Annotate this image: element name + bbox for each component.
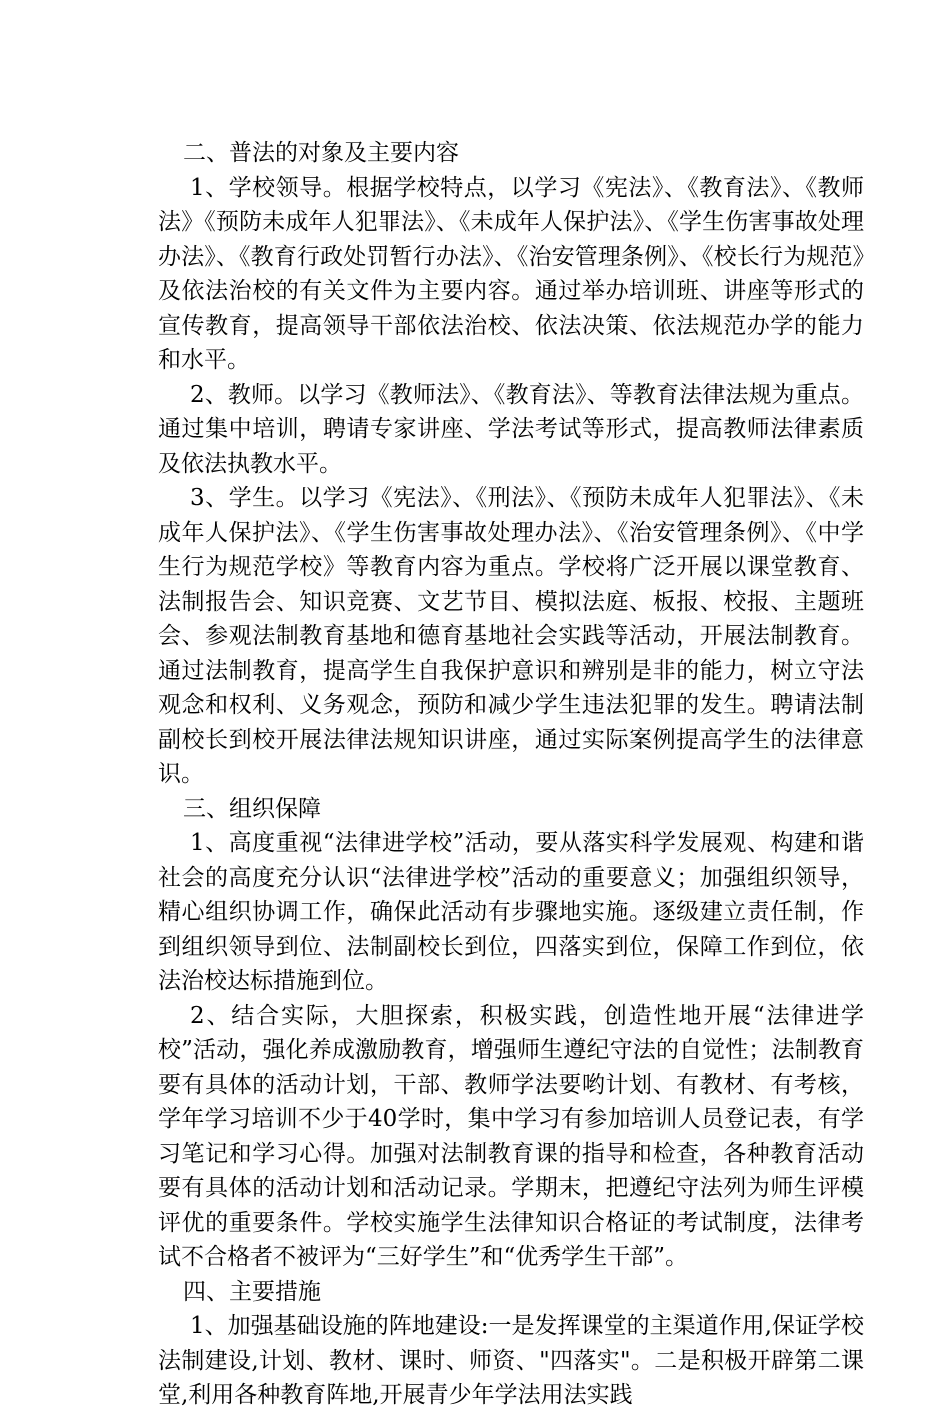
paragraph-measures-1: 1、加强基础设施的阵地建设:一是发挥课堂的主渠道作用,保证学校法制建设,计划、教材、课时、师资、"四落实"。二是积极开辟第二课堂,利用各种教育阵地,开展青少年学法用法实践 — [158, 1313, 864, 1408]
document-body — [158, 136, 864, 1413]
paragraph-students: 3、学生。以学习《宪法》、《刑法》、《预防未成年人犯罪法》、《未成年人保护法》、《学生伤害事故处理办法》、《治安管理条例》、《中学生行为规范学校》等教育内容为重点。学校将广泛开展以课堂教育、法制报告会、知识竞赛、文艺节目、模拟法庭、板报、校报、主题班会、参观法制教育基地和德育基地社会实践等活动，开展法制教育。通过法制教育，提高学生自我保护意识和辨别是非的能力，树立守法观念和权利、义务观念，预防和减少学生违法犯罪的发生。聘请法制副校长到校开展法律法规知识讲座，通过实际案例提高学生的法律意识。 — [158, 485, 864, 787]
section-heading-2: 二、普法的对象及主要内容 — [183, 140, 459, 166]
paragraph-teachers: 2、教师。以学习《教师法》、《教育法》、等教育法律法规为重点。通过集中培训，聘请专家讲座、学法考试等形式，提高教师法律素质及依法执教水平。 — [158, 381, 864, 477]
paragraph-organization-2: 2、结合实际，大胆探索，积极实践，创造性地开展“法律进学校”活动，强化养成激励教育，增强师生遵纪守法的自觉性；法制教育要有具体的活动计划，干部、教师学法要哟计划、有教材、有考核，学年学习培训不少于40学时，集中学习有参加培训人员登记表，有学习笔记和学习心得。加强对法制教育课的指导和检查，各种教育活动要有具体的活动计划和活动记录。学期末，把遵纪守法列为师生评模评优的重要条件。学校实施学生法律知识合格证的考试制度，法律考试不合格者不被评为“三好学生”和“优秀学生干部”。 — [158, 1002, 864, 1270]
paragraph-school-leaders: 1、学校领导。根据学校特点，以学习《宪法》、《教育法》、《教师法》《预防未成年人犯罪法》、《未成年人保护法》、《学生伤害事故处理办法》、《教育行政处罚暂行办法》、《治安管理条例》、《校长行为规范》及依法治校的有关文件为主要内容。通过举办培训班、讲座等形式的宣传教育，提高领导干部依法治校、依法决策、依法规范办学的能力和水平。 — [158, 174, 864, 373]
section-heading-3: 三、组织保障 — [183, 795, 321, 822]
paragraph-organization-1: 1、高度重视“法律进学校”活动，要从落实科学发展观、构建和谐社会的高度充分认识“法律进学校”活动的重要意义；加强组织领导，精心组织协调工作，确保此活动有步骤地实施。逐级建立责任制，作到组织领导到位、法制副校长到位，四落实到位，保障工作到位，依法治校达标措施到位。 — [158, 830, 864, 994]
section-heading-4: 四、主要措施 — [183, 1278, 321, 1305]
